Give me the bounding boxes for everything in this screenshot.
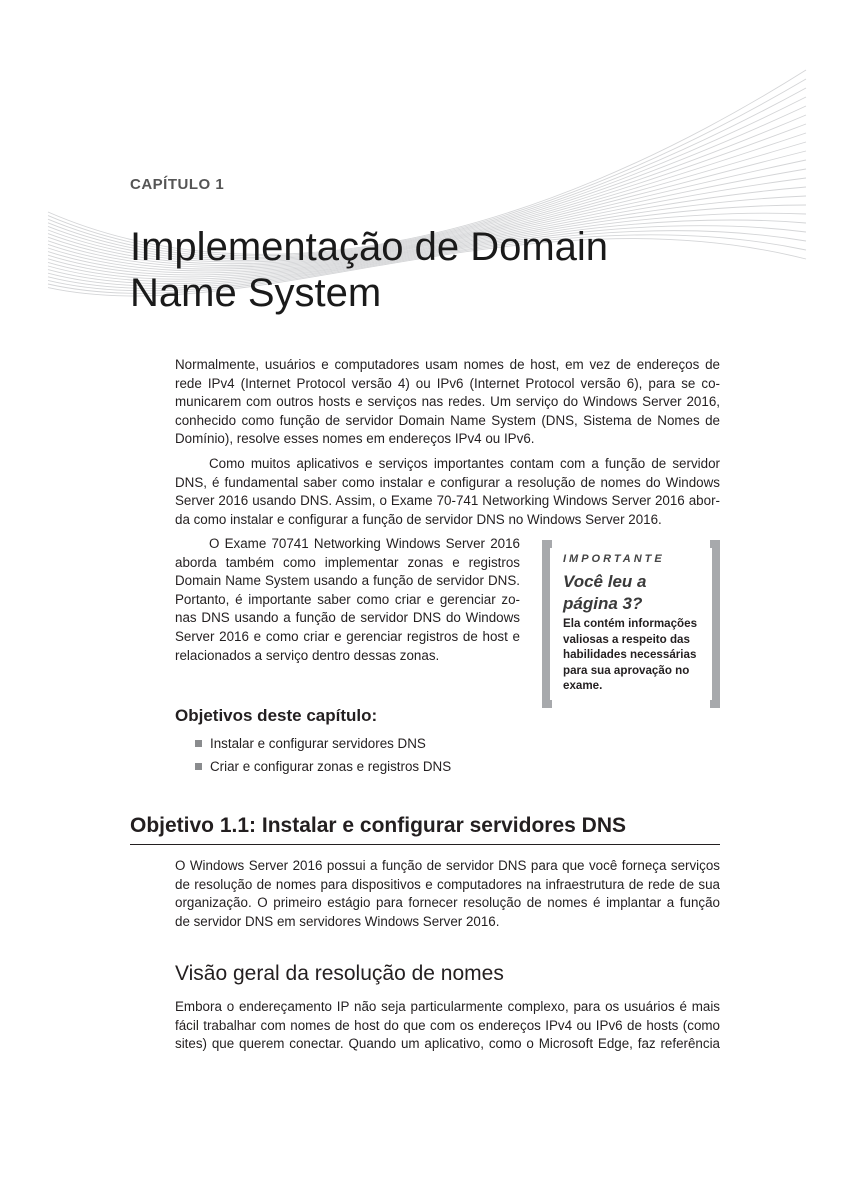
text-line: Server 2016 e como criar e gerenciar registros de host e: [175, 628, 520, 644]
text-line: Como muitos aplicativos e serviços importantes contam com a função de servidor: [209, 456, 720, 471]
list-item-text: Instalar e configurar servidores DNS: [210, 736, 426, 751]
text-line: O Windows Server 2016 possui a função de servidor DNS para que você forneça serviços: [175, 858, 720, 873]
text-line: DNS, é fundamental saber como instalar e configurar a resolução de nomes do Windows: [175, 474, 720, 490]
text-line: de servidor DNS em servidores Windows Server 2016.: [175, 913, 500, 929]
chapter-title-line-2: Name System: [130, 271, 382, 315]
text-line: Domain Name System usando a função de servidor DNS.: [175, 573, 520, 589]
text-line: relacionados a serviço dentro dessas zonas.: [175, 647, 440, 663]
text-line: Domínio), resolve esses nomes em endereços IPv4 ou IPv6.: [175, 431, 535, 447]
chapter-title-line-1: Implementação de Domain: [130, 225, 609, 269]
intro-paragraph-1: [175, 356, 720, 449]
text-line: conhecido como função de servidor Domain Name System (DNS, Sistema de Nomes de: [175, 412, 720, 428]
text-line: municarem com outros hosts e serviços nas redes. Um serviço do Windows Server 2016,: [175, 394, 720, 410]
right-bracket: [710, 540, 720, 708]
text-line: sites) que querem conectar. Quando um aplicativo, como o Microsoft Edge, faz referência: [175, 1036, 720, 1052]
subsection-paragraph: [175, 998, 720, 1054]
text-line: organização. O primeiro estágio para fornecer resolução de nomes é implantar a função: [175, 895, 720, 911]
text-line: fácil trabalhar com nomes de host do que com os endereços IPv4 ou IPv6 de hosts (como: [175, 1017, 720, 1033]
important-label: IMPORTANTE: [563, 553, 665, 565]
objectives-heading: Objetivos deste capítulo:: [175, 706, 378, 725]
text-line: aborda também como implementar zonas e registros: [175, 554, 520, 570]
section-heading: Objetivo 1.1: Instalar e configurar servidores DNS: [130, 814, 720, 845]
intro-paragraph-2: [175, 455, 720, 529]
objectives-list: [195, 732, 451, 778]
chapter-label: CAPÍTULO 1: [130, 176, 225, 193]
text-line: de resolução de nomes para dispositivos e computadores na infraestrutura de rede de sua: [175, 876, 720, 892]
important-heading: Você leu a página 3?: [563, 572, 647, 613]
important-text: Ela contém informações valiosas a respeito das habilidades necessárias para sua aprovação no exame.: [563, 617, 698, 693]
subsection-heading: Visão geral da resolução de nomes: [175, 962, 504, 985]
list-item: [195, 755, 451, 778]
chapter-title: [130, 224, 770, 316]
important-sidebar: [542, 540, 720, 708]
text-line: O Exame 70741 Networking Windows Server 2016: [209, 536, 520, 551]
intro-paragraph-3: [175, 535, 520, 665]
text-line: nas DNS usando a função de servidor DNS do Windows: [175, 610, 520, 626]
text-line: Embora o endereçamento IP não seja particularmente complexo, para os usuários é mais: [175, 999, 720, 1014]
text-line: rede IPv4 (Internet Protocol versão 4) ou IPv6 (Internet Protocol versão 6), para se co-: [175, 375, 720, 391]
text-line: Server 2016 usando DNS. Assim, o Exame 70-741 Networking Windows Server 2016 abor-: [175, 493, 720, 509]
list-item-text: Criar e configurar zonas e registros DNS: [210, 759, 452, 774]
text-line: Portanto, é importante saber como criar e gerenciar zo-: [175, 591, 520, 607]
square-bullet-icon: [195, 763, 202, 770]
section-paragraph: [175, 857, 720, 931]
list-item: [195, 732, 451, 755]
text-line: da como instalar e configurar a função de servidor DNS no Windows Server 2016.: [175, 511, 662, 527]
text-line: Normalmente, usuários e computadores usam nomes de host, em vez de endereços de: [175, 357, 720, 372]
left-bracket: [542, 540, 552, 708]
square-bullet-icon: [195, 740, 202, 747]
